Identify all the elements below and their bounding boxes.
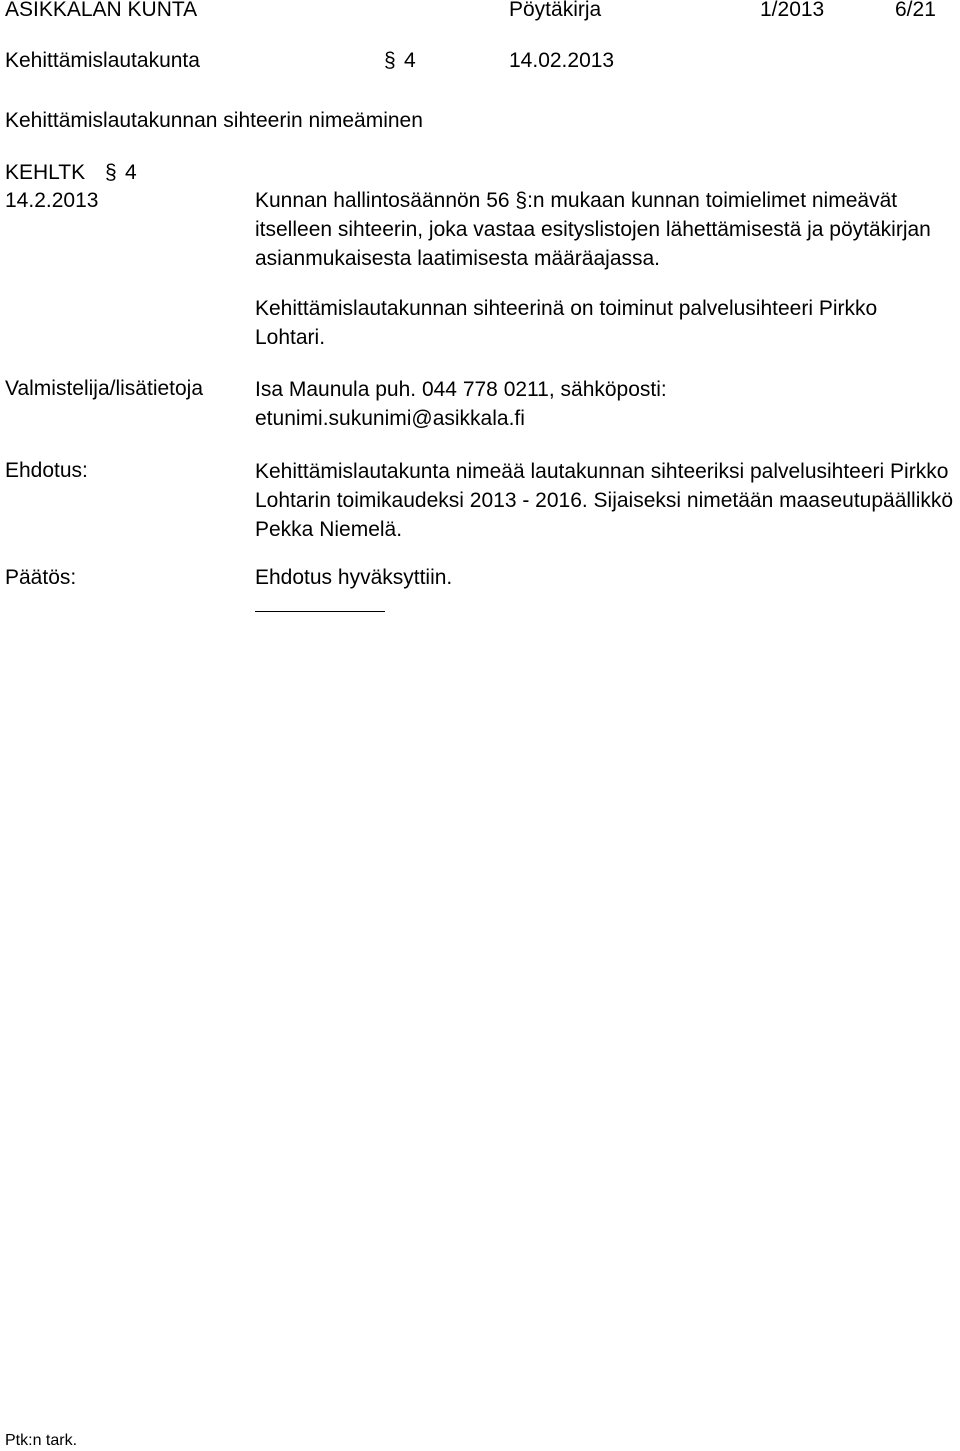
minutes-checked-label: Ptk:n tark.: [5, 1432, 78, 1449]
paragraph-current-secretary: Kehittämislautakunnan sihteerinä on toiminut palvelusihteeri Pirkko Lohtari.: [255, 297, 878, 349]
section-number: 4: [404, 49, 416, 72]
page-number: 6/21: [895, 0, 936, 21]
reference-date: 14.2.2013: [5, 189, 99, 212]
reference-code: KEHLTK: [5, 161, 86, 184]
issue-number: 1/2013: [760, 0, 825, 21]
body-name: Kehittämislautakunta: [5, 49, 200, 72]
reference-symbol: §: [105, 161, 117, 184]
decision-text: Ehdotus hyväksyttiin.: [255, 566, 453, 589]
preparer-label: Valmistelija/lisätietoja: [5, 377, 204, 400]
meeting-date: 14.02.2013: [509, 49, 615, 72]
proposal-label: Ehdotus:: [5, 459, 88, 482]
paragraph-regulation: Kunnan hallintosäännön 56 §:n mukaan kunnan toimielimet nimeävät itselleen sihteerin, joka vastaa esityslistojen lähettämisestä ja pöytäkirjan asianmukaisesta laatimisesta määräajassa.: [255, 189, 931, 270]
organization-name: ASIKKALAN KUNTA: [5, 0, 198, 21]
document-type: Pöytäkirja: [509, 0, 602, 21]
item-title: Kehittämislautakunnan sihteerin nimeäminen: [5, 109, 423, 132]
preparer-contact: Isa Maunula puh. 044 778 0211, sähköposti: etunimi.sukunimi@asikkala.fi: [255, 378, 667, 430]
end-rule: [255, 611, 385, 612]
decision-label: Päätös:: [5, 566, 77, 589]
proposal-text: Kehittämislautakunta nimeää lautakunnan sihteeriksi palvelusihteeri Pirkko Lohtarin toimikaudeksi 2013 - 2016. Sijaiseksi nimetään maaseutupäällikkö Pekka Niemelä.: [255, 460, 954, 541]
section-symbol: §: [384, 49, 396, 72]
reference-number: 4: [125, 161, 137, 184]
